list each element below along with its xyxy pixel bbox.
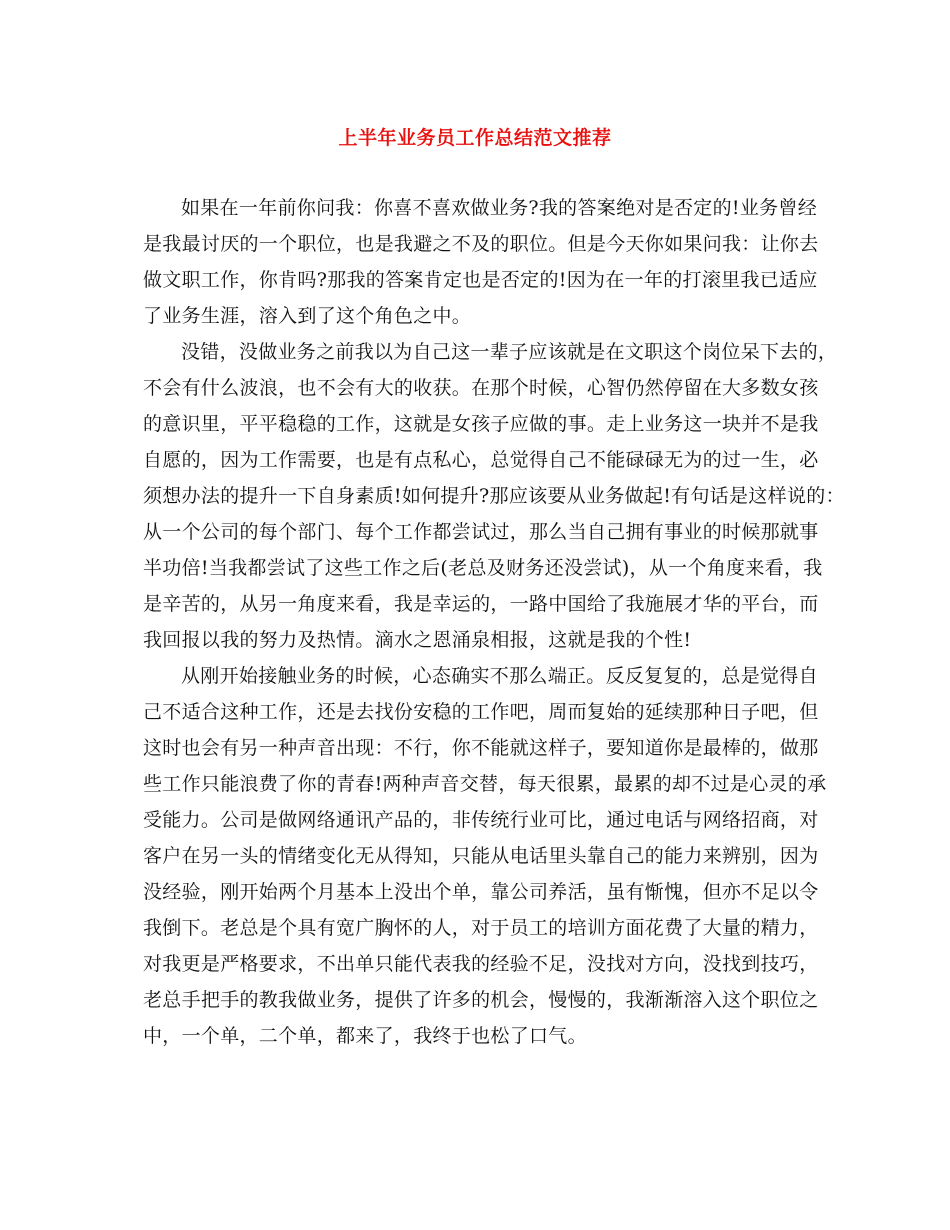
text-line: 没错，没做业务之前我以为自己这一辈子应该就是在文职这个岗位呆下去的，	[181, 341, 838, 363]
text-line: 了业务生涯，溶入到了这个角色之中。	[143, 305, 472, 327]
text-line: 半功倍!当我都尝试了这些工作之后(老总及财务还没尝试)，从一个角度来看，我	[143, 557, 823, 579]
text-line: 从一个公司的每个部门、每个工作都尝试过，那么当自己拥有事业的时候那就事	[143, 521, 819, 543]
document-title: 上半年业务员工作总结范文推荐	[338, 127, 612, 149]
text-line: 这时也会有另一种声音出现：不行，你不能就这样子，要知道你是最棒的，做那	[143, 737, 819, 759]
text-line: 客户在另一头的情绪变化无从得知，只能从电话里头靠自己的能力来辨别，因为	[143, 845, 819, 867]
text-line: 是我最讨厌的一个职位，也是我避之不及的职位。但是今天你如果问我：让你去	[143, 233, 819, 255]
text-line: 须想办法的提升一下自身素质!如何提升?那应该要从业务做起!有句话是这样说的：	[143, 485, 845, 507]
text-line: 做文职工作，你肯吗?那我的答案肯定也是否定的!因为在一年的打滚里我已适应	[143, 269, 818, 291]
text-line: 我回报以我的努力及热情。滴水之恩涌泉相报，这就是我的个性!	[143, 629, 692, 651]
text-line: 的意识里，平平稳稳的工作，这就是女孩子应做的事。走上业务这一块并不是我	[143, 413, 819, 435]
text-line: 受能力。公司是做网络通讯产品的，非传统行业可比，通过电话与网络招商，对	[143, 809, 819, 831]
paragraph-2	[143, 334, 845, 658]
text-line: 是辛苦的，从另一角度来看，我是幸运的，一路中国给了我施展才华的平台，而	[143, 593, 819, 615]
text-line: 老总手把手的教我做业务，提供了许多的机会，慢慢的，我渐渐溶入这个职位之	[143, 989, 819, 1011]
text-line: 对我更是严格要求，不出单只能代表我的经验不足，没找对方向，没找到技巧，	[143, 953, 819, 975]
text-line: 如果在一年前你问我：你喜不喜欢做业务?我的答案绝对是否定的!业务曾经	[181, 197, 818, 219]
text-line: 自愿的，因为工作需要，也是有点私心，总觉得自己不能碌碌无为的过一生，必	[143, 449, 819, 471]
text-line: 从刚开始接触业务的时候，心态确实不那么端正。反反复复的，总是觉得自	[181, 665, 818, 687]
text-line: 不会有什么波浪，也不会有大的收获。在那个时候，心智仍然停留在大多数女孩	[143, 377, 819, 399]
paragraph-1	[143, 190, 819, 334]
paragraph-3	[143, 658, 827, 1054]
text-line: 中，一个单，二个单，都来了，我终于也松了口气。	[143, 1025, 587, 1047]
text-line: 没经验，刚开始两个月基本上没出个单，靠公司养活，虽有惭愧，但亦不足以令	[143, 881, 819, 903]
text-line: 我倒下。老总是个具有宽广胸怀的人，对于员工的培训方面花费了大量的精力，	[143, 917, 819, 939]
text-line: 己不适合这种工作，还是去找份安稳的工作吧，周而复始的延续那种日子吧，但	[143, 701, 819, 723]
text-line: 些工作只能浪费了你的青春!两种声音交替，每天很累，最累的却不过是心灵的承	[143, 773, 827, 795]
document-body	[143, 190, 845, 1054]
